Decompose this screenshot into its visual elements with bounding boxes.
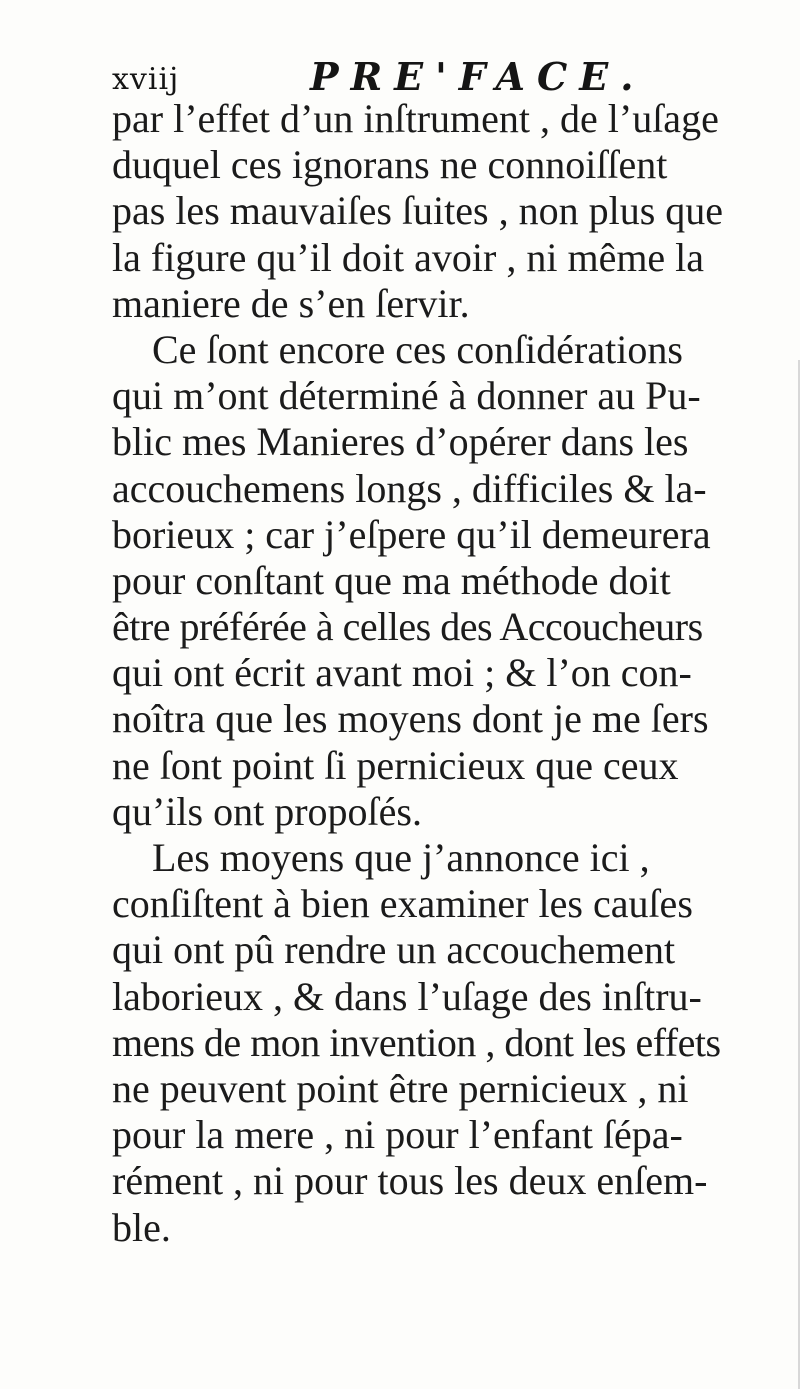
text-line: conſiſtent à bien examiner les cauſes xyxy=(112,881,693,927)
text-line: ne peuvent point être pernicieux , ni xyxy=(112,1065,689,1111)
text-line: pas les mauvaiſes ſuites , non plus que xyxy=(112,188,724,234)
text-line: être préférée à celles des Accoucheurs xyxy=(112,604,703,650)
text-line: par l’effet d’un inſtrument , de l’uſage xyxy=(112,96,719,141)
text-line: qui ont écrit avant moi ; & l’on con- xyxy=(112,650,692,696)
paragraph-first-line: Ce ſont encore ces conſidérations xyxy=(152,326,683,372)
text-line: ne ſont point ſi pernicieux que ceux xyxy=(112,742,679,788)
body-text xyxy=(112,96,800,1251)
text-line: mens de mon invention , dont les effets xyxy=(112,1019,721,1065)
text-line: pour conſtant que ma méthode doit xyxy=(112,557,671,603)
text-line: pour la mere , ni pour l’enfant ſépa- xyxy=(112,1112,683,1158)
page-number: xviij xyxy=(112,62,180,97)
text-line: qui m’ont déterminé à donner au Pu- xyxy=(112,373,701,419)
text-line: duquel ces ignorans ne connoiſſent xyxy=(112,142,668,188)
text-line: ble. xyxy=(112,1204,171,1250)
text-line: qu’ils ont propoſés. xyxy=(112,788,422,834)
text-line: accouchemens longs , difficiles & la- xyxy=(112,465,707,511)
text-line: laborieux , & dans l’uſage des inſtru- xyxy=(112,973,702,1019)
text-line: noîtra que les moyens dont je me ſers xyxy=(112,696,709,742)
page-header xyxy=(112,52,732,102)
text-line: maniere de s’en ſervir. xyxy=(112,280,470,326)
text-line: qui ont pû rendre un accouchement xyxy=(112,927,676,973)
paragraph-first-line: Les moyens que j’annonce ici , xyxy=(152,835,650,880)
text-line: la figure qu’il doit avoir , ni même la xyxy=(112,234,705,280)
text-line: borieux ; car j’eſpere qu’il demeurera xyxy=(112,511,711,557)
running-title: PRE'FACE. xyxy=(310,54,646,99)
text-line: rément , ni pour tous les deux enſem- xyxy=(112,1158,708,1204)
text-line: blic mes Manieres d’opérer dans les xyxy=(112,419,689,465)
